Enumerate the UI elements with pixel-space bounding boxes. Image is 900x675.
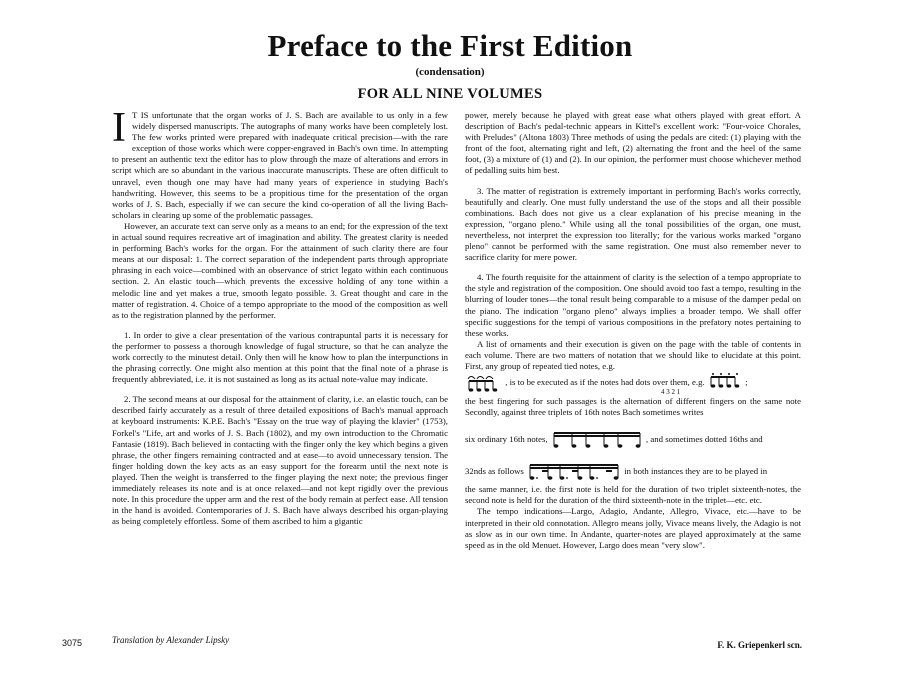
right-paragraph-1: power, merely because he played with great ease what others played with great effort. A description of Bach's pedal-technic appears in Kittel's excellent work: "Four-voice Chorales, with Preludes" (Altona 1803) Three methods of using the pedals are cited: (1) playing with the front of the foot, alternating right and left, (2) alternating the front and the heel of the same foot, (3) a mixture of (1) and (2). In our opinion, the performer must choose whichever method of pedalling suits him best. xyxy=(465,110,801,176)
dotted-sixteenths-notation-icon xyxy=(526,462,622,482)
right-paragraph-5: the best fingering for such passages is the alternation of different fingers on the same note Secondly, against three triplets of 16th notes Bach sometimes writes xyxy=(465,396,801,418)
left-paragraph-1-text: T IS unfortunate that the organ works of J. S. Bach are available to us only in a few widely dispersed manuscripts. The autographs of many works have been completely lost. The few works printed were prepared with inadequate critical precision—with the rare exception of those works which were copper-engraved in Bach's own time. In attempting to present an authentic text the editor has to plow through the maze of alterations and errors in script which are so abundant in the various inaccurate manuscripts. These are often difficult to unravel, even though one may have had many years of experience in studying Bach's handwriting. However, this seems to be a propitious time for the presentation of the organ works of J. S. Bach, especially if we can secure the kind co-operation of all the living Bach-scholars in clearing up some of the problematic passages. xyxy=(112,110,448,220)
music-example-1-text: , is to be executed as if the notes had dots over them, e.g. xyxy=(505,377,705,388)
left-paragraph-3: 1. In order to give a clear presentation of the various contrapuntal parts it is necessary for the performer to possess a thorough knowledge of fugal structure, so that he can analyze the work correctly to the minutest detail. Only then will he know how to plan the interpunctions in the phrasing correctly. One might also mention at this point that the final note of a phrase is frequently abbreviated, i.e. it is not sustained as long as its actual note-value may indicate. xyxy=(112,329,448,385)
music-example-line-3 xyxy=(465,462,801,482)
left-column xyxy=(112,105,448,527)
right-paragraph-7: The tempo indications—Largo, Adagio, Andante, Allegro, Vivace, etc.—have to be interpreted in their old connotation. Allegro means jolly, Vivace means lively, the Adagio is not as slow as in our own time. In Andante, quarter-notes are played approximately at the same speed as in the old Menuet. However, Largo does mean "very slow". xyxy=(465,506,801,550)
left-paragraph-4: 2. The second means at our disposal for the attainment of clarity, i.e. an elastic touch, can be described fairly accurately as a result of three detailed expositions of Bach's manual approach at keyboard instruments: K.P.E. Bach's "Essay on the true way of playing the klavier" (1753), Forkel's "Life, art and works of J. S. Bach (1802), and my own introduction to the Chromatic Fantasie (1819). Bach believed in contacting with the finger only the key which begins a given phrase, the other fingers remaining contracted and at ease—to avoid unnecessary tension. The finger holding down the key acts as an easy support for the forearm until the next note is played. Then the weight is transferred to the finger playing the next note; the previous finger immediately releases its note and is at once relaxed—and not kept rigidly over the previous note. In this procedure the upper arm and the rest of the body remain at perfect ease. All tension in the hand is avoided. Contemporaries of J. S. Bach have always described his organ-playing as being completely effortless. Some of them ascribed to him a gigantic xyxy=(112,394,448,527)
page-subtitle: (condensation) xyxy=(415,66,485,78)
fingering-numbers: 4 3 2 1 xyxy=(661,388,681,397)
left-paragraph-2: However, an accurate text can serve only as a means to an end; for the expression of the text in actual sound requires recreative art of imagination and ability. The greatest clarity is needed in performing Bach's works for the organ. For the attainment of such clarity there are four means at our disposal: 1. The correct separation of the independent parts through appropriate phrasing in each voice—combined with an observance of strict legato within each continuous section. 2. An elastic touch—which prevents the excessive holding of any tone within a melodic line and yet makes a true, smooth legato possible. 3. Great thought and care in the matter of registration. 4. Choice of a tempo appropriate to the mood of the composition as well as to the registration planned by the performer. xyxy=(112,220,448,320)
page-number: 3075 xyxy=(62,638,83,648)
drop-cap: I xyxy=(112,105,126,151)
right-paragraph-3: 4. The fourth requisite for the attainment of clarity is the selection of a tempo appropriate to the style and registration of the composition. One should avoid too fast a tempo, resulting in the blurring of louder tones—the tonal result being comparable to a misuse of the damper pedal on the piano. The indication "organo pleno" always implies a broader tempo. We shall offer specific suggestions for the tempi of various compositions in the prefatory notes pertaining to these works. xyxy=(465,272,801,338)
music-example-2-post: , and sometimes dotted 16ths and xyxy=(646,434,763,445)
right-paragraph-4: A list of ornaments and their execution is given on the page with the table of contents in each volume. There are two matters of notation that we should like to elucidate at this point. First, any group of repeated tied notes, e.g. xyxy=(465,338,801,371)
music-example-1-end: ; xyxy=(745,377,748,388)
music-example-line-2 xyxy=(465,430,801,450)
page-title: Preface to the First Edition xyxy=(267,28,633,63)
music-example-3-pre: 32nds as follows xyxy=(465,466,524,477)
left-paragraph-1 xyxy=(112,105,448,221)
author-signature: F. K. Griepenkerl scn. xyxy=(717,640,802,650)
volumes-heading: FOR ALL NINE VOLUMES xyxy=(357,86,543,102)
music-example-3-post: in both instances they are to be played in xyxy=(624,466,768,477)
music-example-2-pre: six ordinary 16th notes, xyxy=(465,434,548,445)
right-column xyxy=(465,110,801,551)
right-paragraph-2: 3. The matter of registration is extremely important in performing Bach's works correctly, beautifully and clearly. One must fully understand the use of the stops and all their possible combinations. Bach does not give us a clear explanation of his precise meaning in the expression, "organo pleno." While using all the tonal possibilities of the organ, one must, nevertheless, not interpret the expression too literally; for the various works marked "organo pleno" cannot be performed with the same registration. One must also remember never to sacrifice clarity for mere power. xyxy=(465,185,801,263)
dotted-notes-notation-icon xyxy=(707,372,743,394)
sixteenth-notes-notation-icon xyxy=(550,430,644,450)
right-paragraph-6: the same manner, i.e. the first note is held for the duration of two triplet sixteenth-notes, the second note is held for the duration of the third sixteenth-note in the triplet—etc. etc. xyxy=(465,484,801,506)
translator-credit: Translation by Alexander Lipsky xyxy=(112,635,230,645)
tied-notes-notation-icon xyxy=(465,373,503,393)
